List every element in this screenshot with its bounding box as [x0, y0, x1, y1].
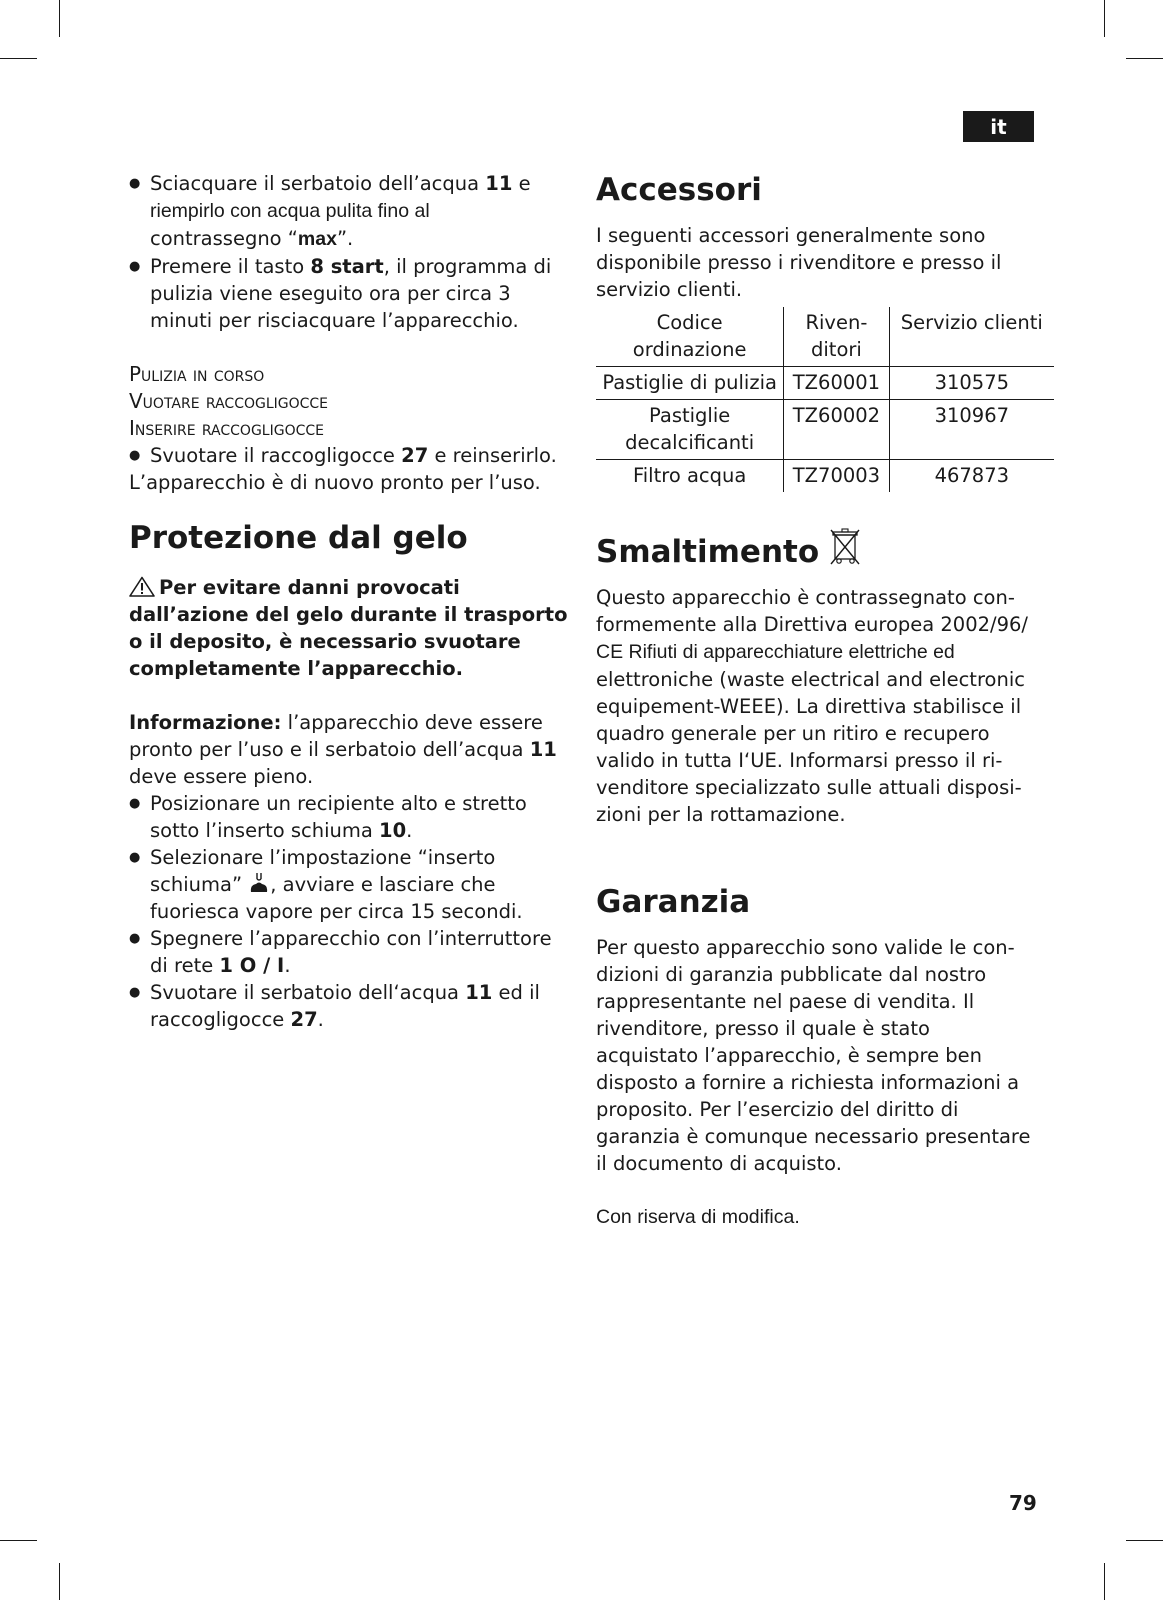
status-line: Inserire raccogligocce	[129, 416, 324, 440]
table-cell: Filtro acqua	[596, 460, 784, 493]
wheelie-bin-crossed-icon	[830, 528, 860, 566]
table-row	[596, 400, 1054, 460]
crop-mark	[59, 0, 60, 37]
table-row	[596, 367, 1054, 400]
list-item: ● Selezionare l’impostazione “inserto schiuma” , avviare e lasciare che fuoriesca vapore per circa 15 secondi.	[129, 844, 569, 925]
crop-mark	[0, 58, 37, 59]
table-cell: Pastiglie di pulizia	[596, 367, 784, 400]
accessories-intro: I seguenti accessori generalmente sono disponibile presso i rivenditore e presso il servizio clienti.	[596, 224, 1002, 301]
table-cell: 310967	[889, 400, 1054, 460]
table-header: Riven-ditori	[784, 307, 889, 367]
steam-froth-icon	[248, 872, 270, 894]
status-line: Pulizia in corso	[129, 362, 265, 386]
table-cell: TZ70003	[784, 460, 889, 493]
disposal-heading: Smaltimento	[596, 528, 1036, 572]
frost-heading: Protezione dal gelo	[129, 520, 468, 556]
disposal-text: Questo apparecchio è contrassegnato con-formemente alla Direttiva europea 2002/96/ CE Rifiuti di apparecchiature elettriche ed elettroniche (waste electrical and electronic equipement-WEEE). La direttiva stabilisce il quadro generale per un ritiro e recupero valido in tutta I‘UE. Informarsi presso il ri-venditore specializzato sulle attuali disposi-zioni per la rottamazione.	[596, 586, 1028, 826]
table-cell: TZ60002	[784, 400, 889, 460]
list-item: ● Sciacquare il serbatoio dell’acqua 11 e riempirlo con acqua pulita fino al contrassegno “max”.	[129, 170, 569, 253]
frost-warning: Per evitare danni provocati dall’azione del gelo durante il trasporto o il deposito, è necessario svuotare completamente l’apparecchio.	[129, 576, 568, 680]
frost-steps	[129, 790, 569, 1033]
warranty-text: Per questo apparecchio sono valide le con-dizioni di garanzia pubblicate dal nostro rappresentante nel paese di vendita. Il rivenditore, presso il quale è stato acquistato l’apparecchio, è sempre ben disposto a fornire a richiesta informazioni a proposito. Per l’esercizio del diritto di garanzia è comunque necessario presentare il documento di acquisto.	[596, 936, 1031, 1175]
table-header-row	[596, 307, 1054, 367]
status-line: Vuotare raccogligocce	[129, 389, 329, 413]
crop-mark	[0, 1540, 37, 1541]
reserve-note: Con riserva di modifica.	[596, 1206, 800, 1228]
crop-mark	[1126, 58, 1163, 59]
page-number: 79	[1009, 1491, 1037, 1515]
list-item: ● Premere il tasto 8 start, il programma di pulizia viene eseguito ora per circa 3 minuti per risciacquare l’apparecchio.	[129, 253, 569, 334]
accessories-heading: Accessori	[596, 172, 762, 208]
table-header: Codice ordinazione	[632, 311, 747, 361]
frost-info: Informazione: l’apparecchio deve essere pronto per l’uso e il serbatoio dell’acqua 11 deve essere pieno.	[129, 711, 557, 788]
list-item: ● Svuotare il serbatoio dell‘acqua 11 ed il raccogligocce 27.	[129, 979, 569, 1033]
table-header: Servizio clienti	[889, 307, 1054, 367]
list-item: ● Posizionare un recipiente alto e stretto sotto l’inserto schiuma 10.	[129, 790, 569, 844]
warranty-heading: Garanzia	[596, 884, 751, 920]
crop-mark	[1126, 1540, 1163, 1541]
rinse-steps	[129, 170, 569, 334]
list-item: ● Svuotare il raccogligocce 27 e reinserirlo.	[129, 442, 569, 469]
table-cell: 310575	[889, 367, 1054, 400]
ready-line: L’apparecchio è di nuovo pronto per l’uso.	[129, 471, 541, 494]
language-tab: it	[963, 111, 1034, 142]
accessories-table	[596, 307, 1054, 492]
table-row	[596, 460, 1054, 493]
crop-mark	[1104, 1563, 1105, 1600]
list-item: ● Spegnere l’apparecchio con l’interruttore di rete 1 O / I.	[129, 925, 569, 979]
left-column	[129, 170, 569, 1033]
warning-icon	[129, 576, 155, 597]
table-cell: TZ60001	[784, 367, 889, 400]
right-column	[596, 170, 1043, 1231]
table-cell: Pastiglie decalcificanti	[596, 400, 784, 460]
table-cell: 467873	[889, 460, 1054, 493]
drip-tray-step	[129, 442, 569, 469]
crop-mark	[59, 1563, 60, 1600]
crop-mark	[1104, 0, 1105, 37]
